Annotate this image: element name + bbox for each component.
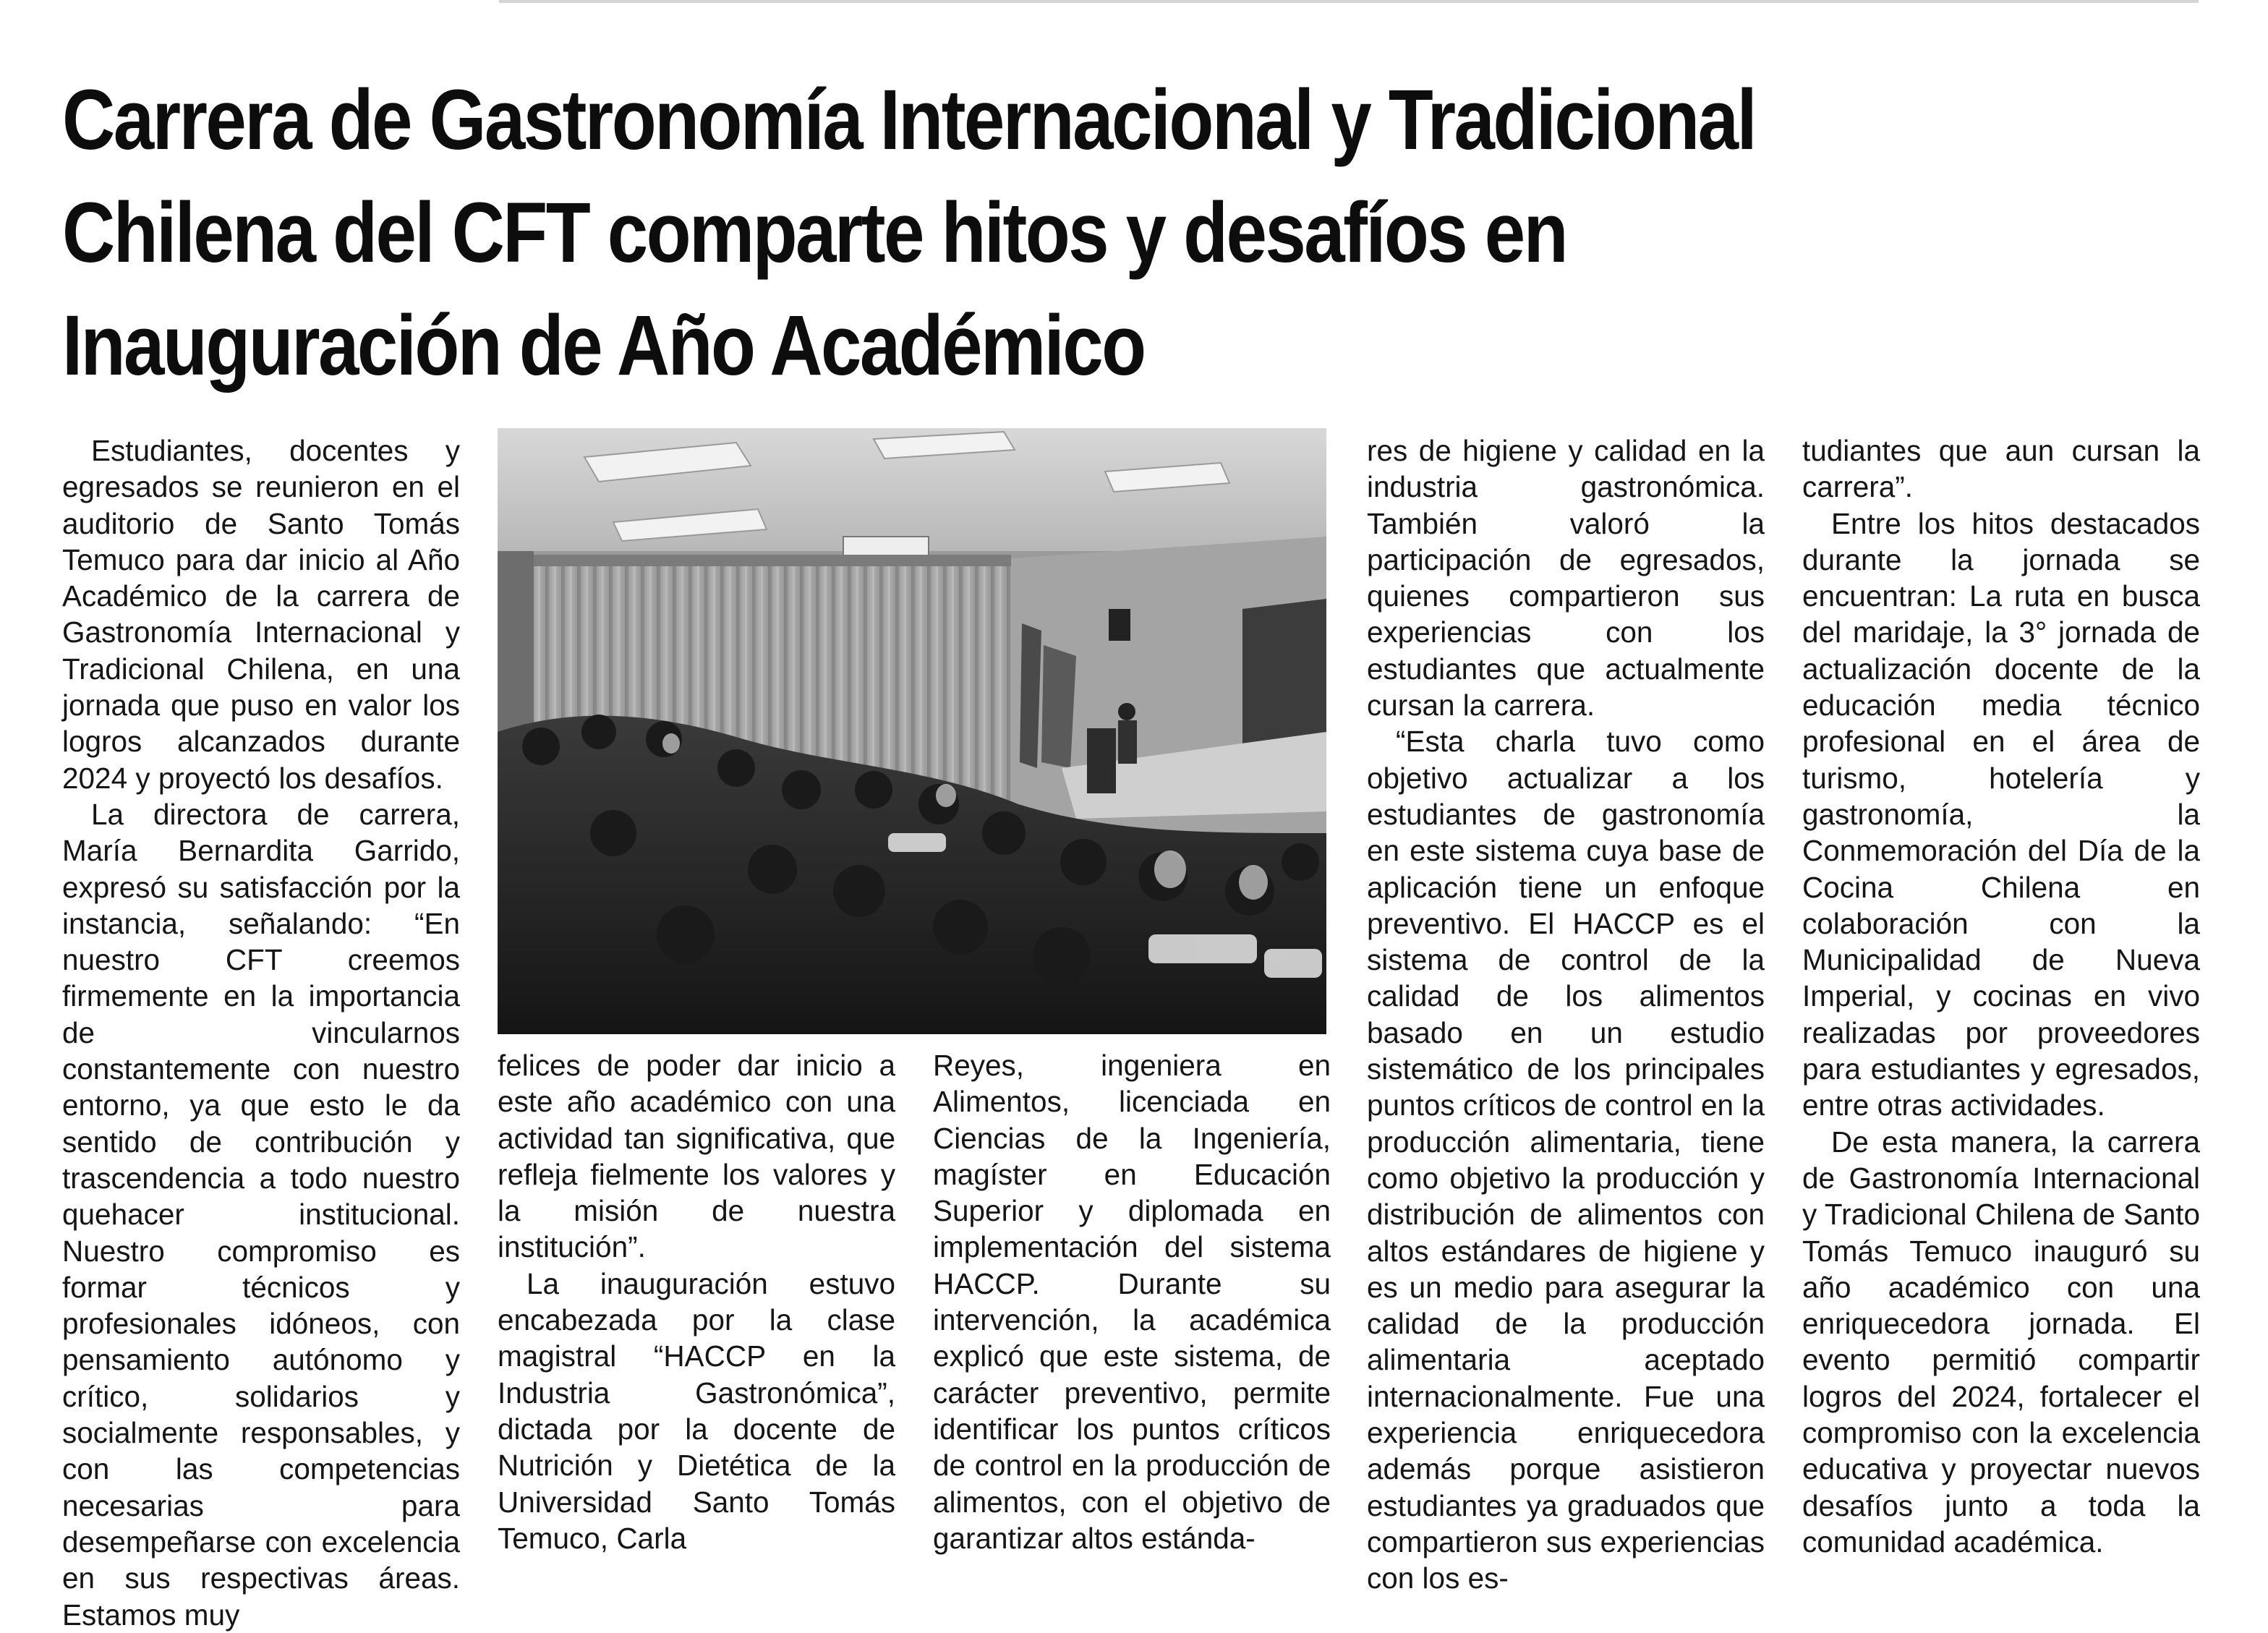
- paragraph: tudiantes que aun cursan la carrera”.: [1802, 434, 2200, 504]
- event-photo: [498, 428, 1326, 1034]
- column-2: [498, 1047, 895, 1555]
- headline-line-1: Carrera de Gastronomía Internacional y Tradicional: [62, 72, 1756, 168]
- top-rule: [499, 0, 2199, 3]
- headline: [62, 64, 1866, 402]
- column-3: [933, 1047, 1331, 1555]
- headline-line-2: Chilena del CFT comparte hitos y desafíos en: [62, 185, 1567, 281]
- column-4: [1367, 432, 1765, 1595]
- paragraph: Estudiantes, docentes y egresados se reunieron en el auditorio de Santo Tomás Temuco para dar inicio al Año Académico de la carrera de Gastronomía Internacional y Tradicional Chilena, en una jornada que puso en valor los logros alcanzados durante 2024 y proyectó los desafíos.: [62, 434, 460, 795]
- paragraph: Reyes, ingeniera en Alimentos, licenciada en Ciencias de la Ingeniería, magíster en Educación Superior y diplomada en implementación del sistema HACCP. Durante su intervención, la académica explicó que este sistema, de carácter preventivo, permite identificar los puntos críticos de control en la producción de alimentos, con el objetivo de garantizar altos estánda-: [933, 1049, 1331, 1555]
- paragraph: La inauguración estuvo encabezada por la clase magistral “HACCP en la Industria Gastronómica”, dictada por la docente de Nutrición y Dietética de la Universidad Santo Tomás Temuco, Carla: [498, 1266, 895, 1555]
- paragraph: Entre los hitos destacados durante la jornada se encuentran: La ruta en busca del maridaje, la 3° jornada de actualización docente de la educación media técnico profesional en el área de turismo, hotelería y gastronomía, la Conmemoración del Día de la Cocina Chilena en colaboración con la Municipalidad de Nueva Imperial, y cocinas en vivo realizadas por proveedores para estudiantes y egresados, entre otras actividades.: [1802, 506, 2200, 1122]
- headline-line-3: Inauguración de Año Académico: [62, 298, 1145, 393]
- paragraph: res de higiene y calidad en la industria gastronómica. También valoró la participación de egresados, quienes compartieron sus experiencias con los estudiantes que actualmente cursan la carrera.: [1367, 434, 1765, 722]
- paragraph: felices de poder dar inicio a este año académico con una actividad tan significativa, que refleja fielmente los valores y la misión de nuestra institución”.: [498, 1049, 895, 1264]
- paragraph: De esta manera, la carrera de Gastronomía Internacional y Tradicional Chilena de Santo Tomás Temuco inauguró su año académico con una enriquecedora jornada. El evento permitió compartir logros del 2024, fortalecer el compromiso con la excelencia educativa y proyectar nuevos desafíos junto a toda la comunidad académica.: [1802, 1125, 2200, 1559]
- paragraph: La directora de carrera, María Bernardita Garrido, expresó su satisfacción por la instancia, señalando: “En nuestro CFT creemos firmemente en la importancia de vincularnos constantemente con nuestro entorno, ya que esto le da sentido de contribución y trascendencia a todo nuestro quehacer institucional. Nuestro compromiso es formar técnicos y profesionales idóneos, con pensamiento autónomo y crítico, solidarios y socialmente responsables, y con las competencias necesarias para desempeñarse con excelencia en sus respectivas áreas. Estamos muy: [62, 797, 460, 1632]
- paragraph: “Esta charla tuvo como objetivo actualizar a los estudiantes de gastronomía en este sistema cuya base de aplicación tiene un enfoque preventivo. El HACCP es el sistema de control de la calidad de los alimentos basado en un estudio sistemático de los principales puntos críticos de control en la producción alimentaria, tiene como objetivo la producción y distribución de alimentos con altos estándares de higiene y es un medio para asegurar la calidad de la producción alimentaria aceptado internacionalmente. Fue una experiencia enriquecedora además porque asistieron estudiantes ya graduados que compartieron sus experiencias con los es-: [1367, 725, 1765, 1595]
- column-5: [1802, 432, 2200, 1559]
- column-1: [62, 432, 460, 1632]
